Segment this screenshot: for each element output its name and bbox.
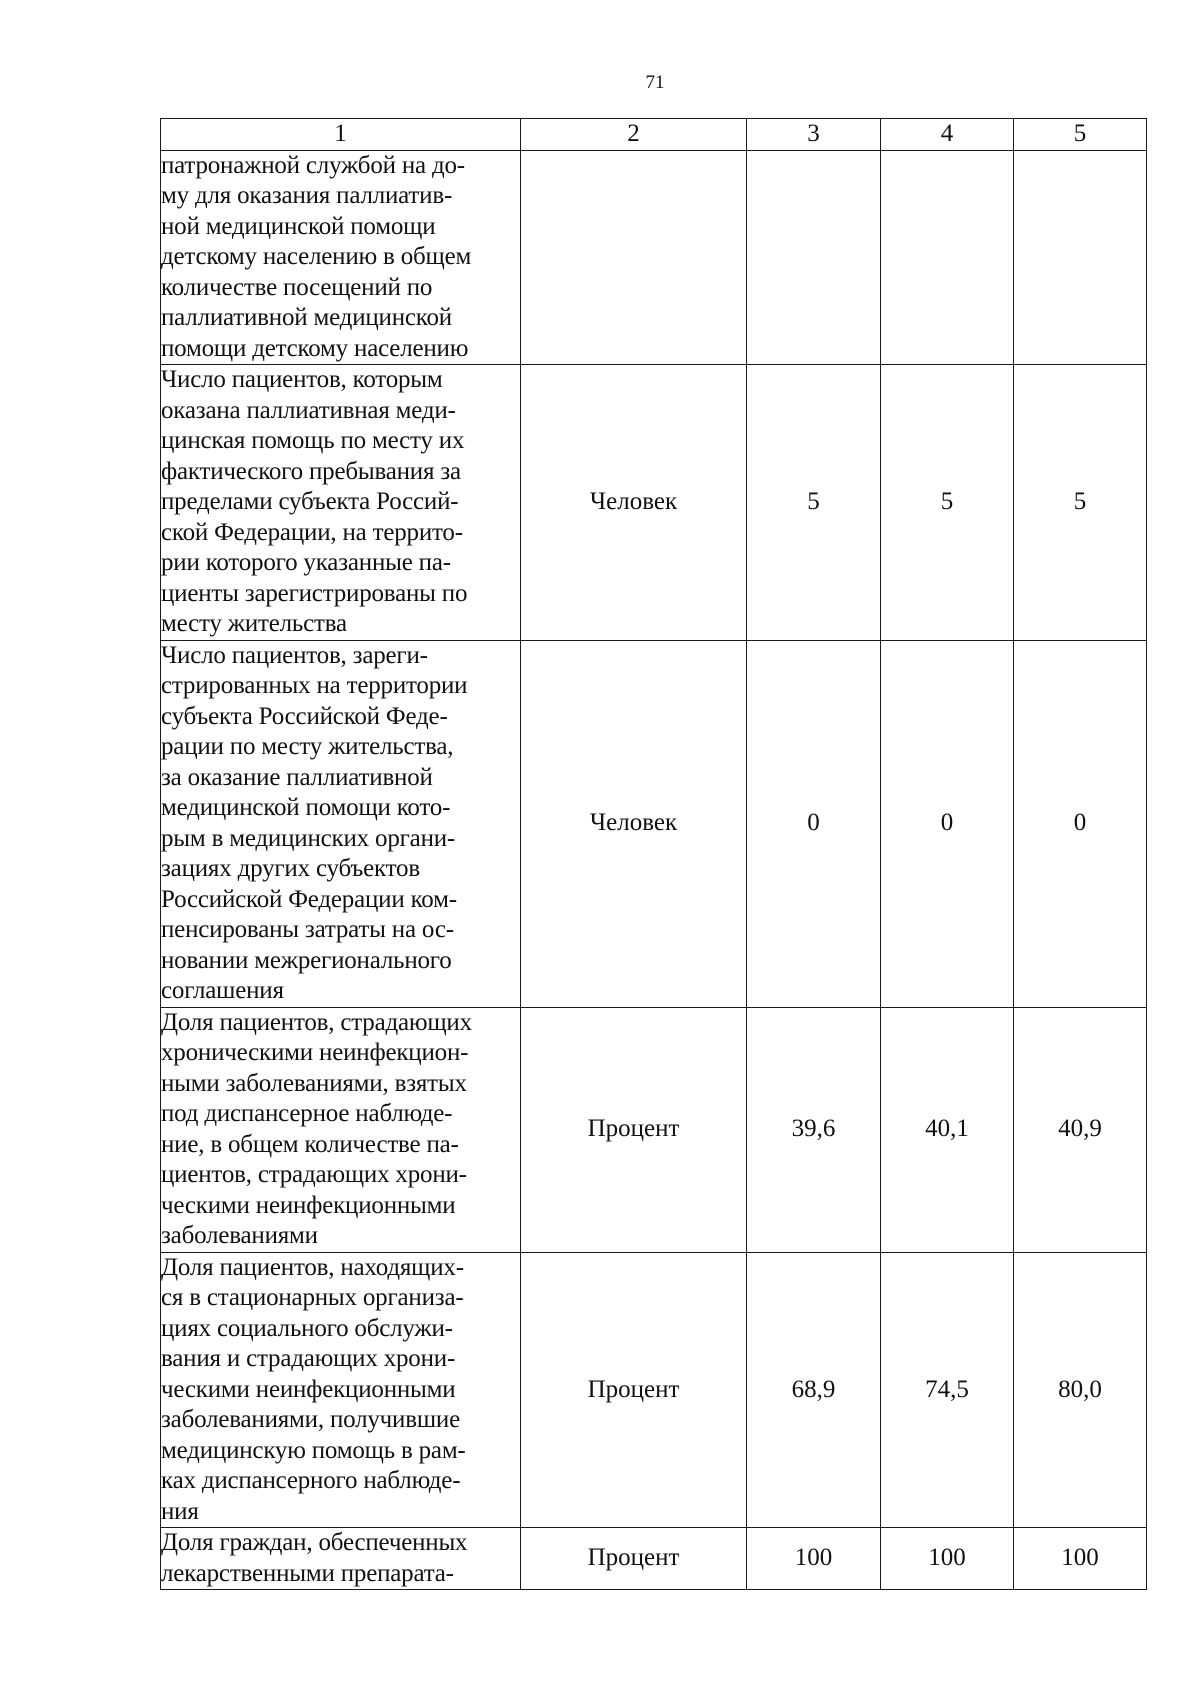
description-line: циях социального обслужи- (161, 1314, 453, 1342)
description-line: ся в стационарных организа- (161, 1284, 464, 1311)
indicators-table (160, 118, 1147, 1590)
value-cell-col-5 (1014, 150, 1147, 365)
description-line: медицинской помощи кото- (161, 794, 451, 821)
header-col-3: 3 (747, 119, 881, 151)
value-cell-col-3: 5 (747, 365, 881, 641)
description-line: помощи детскому населению (161, 334, 469, 362)
description-line: вания и страдающих хрони- (161, 1345, 456, 1372)
description-line: Российской Федерации ком- (161, 885, 457, 913)
indicator-description (161, 150, 521, 365)
description-line: ными заболеваниями, взятых (161, 1069, 467, 1097)
description-line: циентов, страдающих хрони- (161, 1161, 467, 1188)
value-cell-col-3 (747, 150, 881, 365)
value-cell-col-4: 40,1 (881, 1007, 1014, 1252)
description-line: ной медицинской помощи (161, 212, 436, 240)
value-cell-col-3: 39,6 (747, 1007, 881, 1252)
unit-cell: Процент (521, 1528, 747, 1590)
value-cell-col-5: 40,9 (1014, 1007, 1147, 1252)
description-line: стрированных на территории (161, 672, 468, 699)
description-line: Доля граждан, обеспеченных (161, 1529, 468, 1556)
value-cell-col-5: 100 (1014, 1528, 1147, 1590)
value-cell-col-4: 0 (881, 640, 1014, 1007)
header-col-1: 1 (161, 119, 521, 151)
description-line: рии которого указанные па- (161, 549, 451, 576)
value-cell-col-3: 0 (747, 640, 881, 1007)
value-cell-col-3: 100 (747, 1528, 881, 1590)
description-line: хроническими неинфекцион- (161, 1039, 469, 1066)
description-line: медицинскую помощь в рам- (161, 1436, 466, 1464)
value-cell-col-5: 0 (1014, 640, 1147, 1007)
description-line: патронажной службой на до- (161, 151, 465, 179)
indicator-description (161, 365, 521, 641)
description-line: ках диспансерного наблюде- (161, 1467, 461, 1494)
indicator-description (161, 1007, 521, 1252)
description-line: рым в медицинских органи- (161, 824, 456, 852)
table-header (161, 119, 1147, 151)
description-line: ния (161, 1497, 199, 1525)
value-cell-col-4: 74,5 (881, 1252, 1014, 1528)
unit-cell: Человек (521, 640, 747, 1007)
description-line: оказана паллиативная меди- (161, 396, 456, 424)
unit-cell: Процент (521, 1007, 747, 1252)
description-line: паллиативной медицинской (161, 304, 452, 331)
description-line: фактического пребывания за (161, 457, 461, 485)
table-row (161, 640, 1147, 1007)
table-row (161, 365, 1147, 641)
description-line: ние, в общем количестве па- (161, 1130, 459, 1158)
unit-cell: Процент (521, 1252, 747, 1528)
description-line: лекарственными препарата- (161, 1559, 454, 1587)
description-line: рации по месту жительства, (161, 733, 454, 760)
table-row (161, 1528, 1147, 1590)
description-line: ческими неинфекционными (161, 1375, 456, 1403)
value-cell-col-4 (881, 150, 1014, 365)
description-line: за оказание паллиативной (161, 763, 433, 791)
description-line: пределами субъекта Россий- (161, 488, 459, 515)
description-line: ческими неинфекционными (161, 1191, 456, 1219)
description-line: месту жительства (161, 610, 347, 637)
unit-cell (521, 150, 747, 365)
header-col-5: 5 (1014, 119, 1147, 151)
description-line: субъекта Российской Феде- (161, 702, 448, 730)
description-line: Число пациентов, зареги- (161, 641, 428, 669)
description-line: заболеваниями (161, 1222, 318, 1249)
indicator-description (161, 1252, 521, 1528)
value-cell-col-4: 5 (881, 365, 1014, 641)
value-cell-col-5: 5 (1014, 365, 1147, 641)
value-cell-col-5: 80,0 (1014, 1252, 1147, 1528)
description-line: ской Федерации, на террито- (161, 518, 463, 546)
table-row (161, 1007, 1147, 1252)
table-body (161, 150, 1147, 1590)
description-line: цинская помощь по месту их (161, 427, 465, 454)
unit-cell: Человек (521, 365, 747, 641)
description-line: Доля пациентов, страдающих (161, 1008, 472, 1036)
description-line: Доля пациентов, находящих- (161, 1253, 464, 1281)
table-row (161, 1252, 1147, 1528)
value-cell-col-4: 100 (881, 1528, 1014, 1590)
description-line: Число пациентов, которым (161, 366, 443, 393)
description-line: детскому населению в общем (161, 243, 472, 270)
description-line: пенсированы затраты на ос- (161, 916, 454, 943)
indicator-description (161, 1528, 521, 1590)
page-number: 71 (645, 72, 665, 93)
description-line: му для оказания паллиатив- (161, 182, 453, 209)
description-line: новании межрегионального (161, 946, 452, 974)
description-line: соглашения (161, 977, 284, 1004)
indicator-description (161, 640, 521, 1007)
header-col-4: 4 (881, 119, 1014, 151)
value-cell-col-3: 68,9 (747, 1252, 881, 1528)
description-line: зациях других субъектов (161, 855, 420, 882)
description-line: под диспансерное наблюде- (161, 1100, 453, 1127)
description-line: количестве посещений по (161, 273, 433, 301)
description-line: циенты зарегистрированы по (161, 579, 468, 607)
header-col-2: 2 (521, 119, 747, 151)
header-row (161, 119, 1147, 151)
description-line: заболеваниями, получившие (161, 1406, 460, 1433)
table-row (161, 150, 1147, 365)
